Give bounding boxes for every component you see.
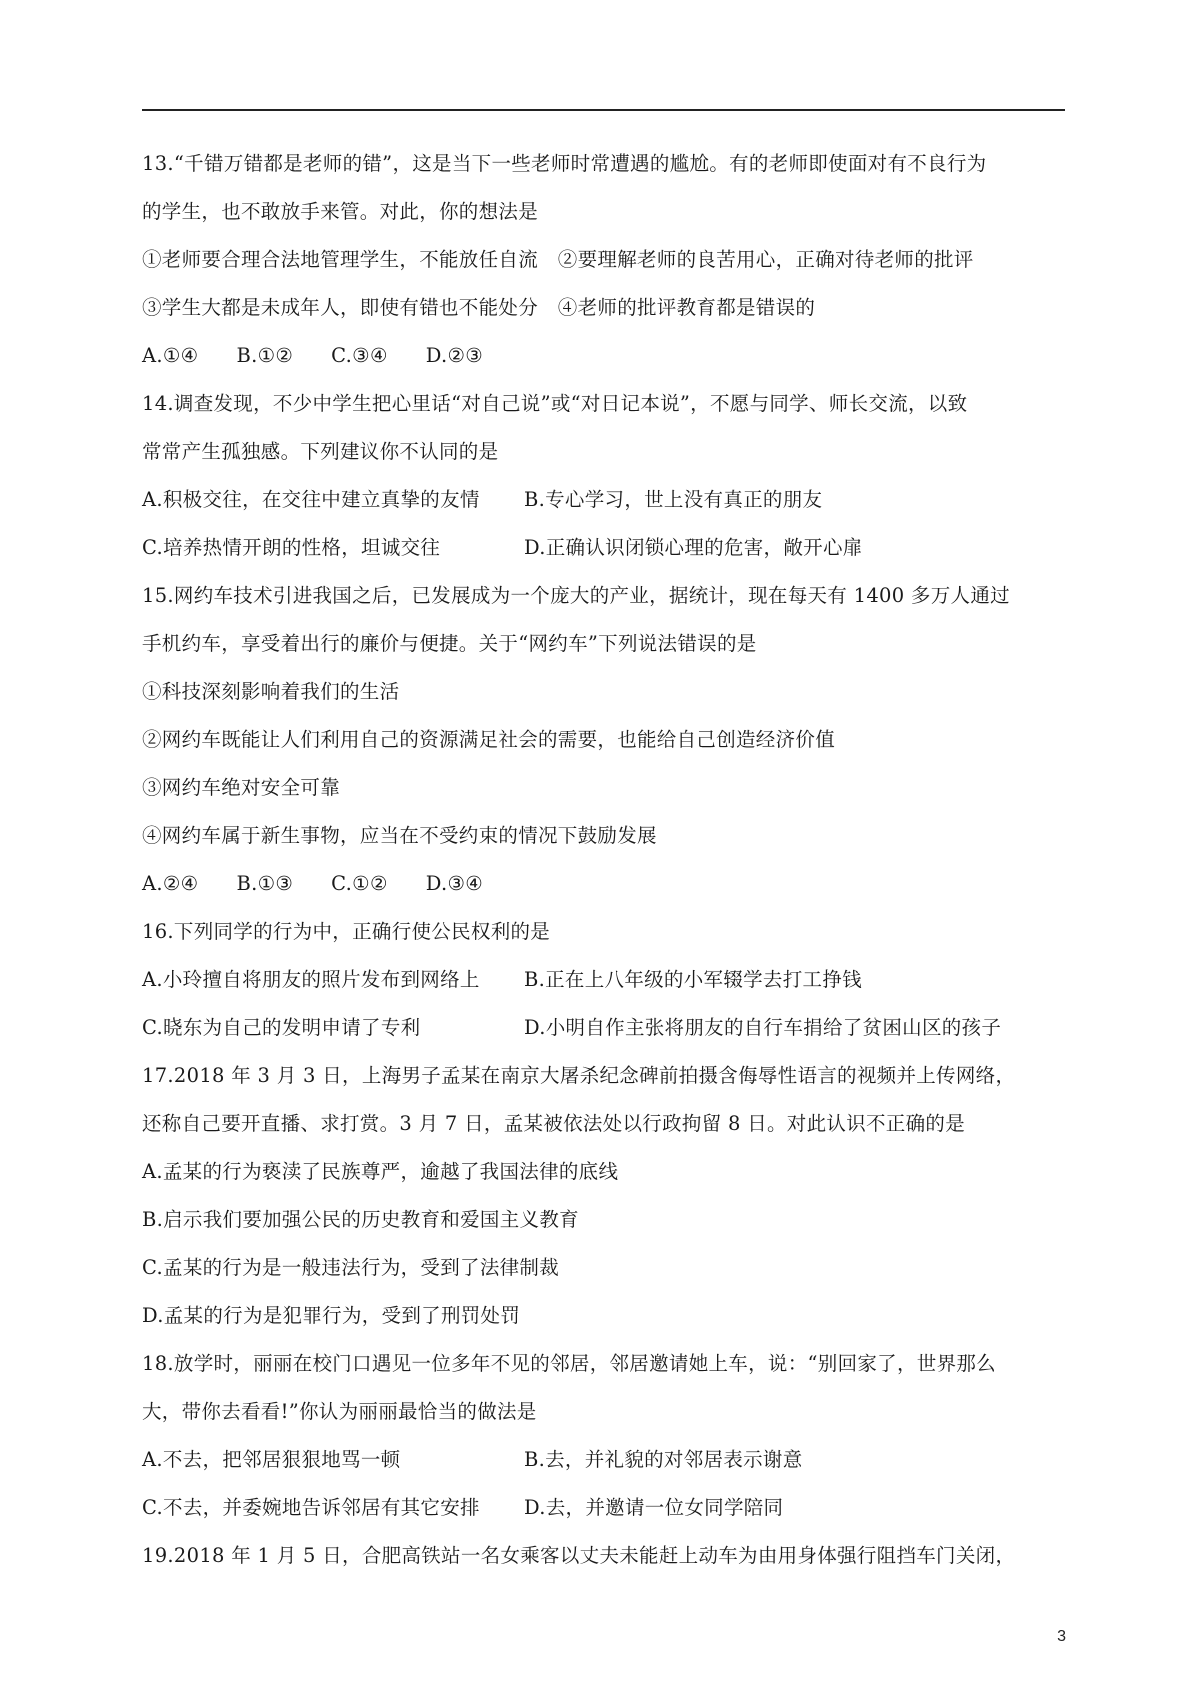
option-c: C.①② — [331, 872, 388, 895]
option-a: A.孟某的行为亵渎了民族尊严，逾越了我国法律的底线 — [142, 1160, 619, 1183]
option-b: B.启示我们要加强公民的历史教育和爱国主义教育 — [142, 1208, 579, 1231]
options-row — [142, 332, 1065, 380]
option-a: A.小玲擅自将朋友的照片发布到网络上 — [142, 968, 480, 991]
question-stem-line: 手机约车，享受着出行的廉价与便捷。关于“网约车”下列说法错误的是 — [142, 632, 757, 655]
option-a: A.不去，把邻居狠狠地骂一顿 — [142, 1448, 401, 1471]
statement-line: ③学生大都是未成年人，即使有错也不能处分 ④老师的批评教育都是错误的 — [142, 296, 816, 319]
option-c: C.③④ — [331, 344, 388, 367]
question-stem-line: 的学生，也不敢放手来管。对此，你的想法是 — [142, 200, 539, 223]
options-row — [142, 1484, 1065, 1532]
document-body — [142, 140, 1065, 1580]
statement-line: ③网约车绝对安全可靠 — [142, 776, 341, 799]
option-b: B.专心学习，世上没有真正的朋友 — [524, 488, 823, 511]
question-stem-line: 17.2018 年 3 月 3 日，上海男子孟某在南京大屠杀纪念碑前拍摄含侮辱性语言的视频并上传网络， — [142, 1064, 1016, 1087]
page-number: 3 — [1057, 1628, 1066, 1645]
option-c: C.晓东为自己的发明申请了专利 — [142, 1016, 421, 1039]
question-stem-line: 大，带你去看看!”你认为丽丽最恰当的做法是 — [142, 1400, 537, 1423]
option-d: D.②③ — [425, 344, 484, 367]
question-17 — [142, 1052, 1065, 1340]
question-stem-line: 常常产生孤独感。下列建议你不认同的是 — [142, 440, 499, 463]
question-stem-line: 还称自己要开直播、求打赏。3 月 7 日，孟某被依法处以行政拘留 8 日。对此认识不正确的是 — [142, 1112, 966, 1135]
options-row — [142, 1436, 1065, 1484]
question-13 — [142, 140, 1065, 380]
question-15 — [142, 572, 1065, 908]
question-stem-line: 13.“千错万错都是老师的错”，这是当下一些老师时常遭遇的尴尬。有的老师即使面对有不良行为 — [142, 152, 987, 175]
option-d: D.小明自作主张将朋友的自行车捐给了贫困山区的孩子 — [524, 1016, 1002, 1039]
option-c: C.培养热情开朗的性格，坦诚交往 — [142, 536, 441, 559]
question-19 — [142, 1532, 1065, 1580]
option-a: A.积极交往，在交往中建立真挚的友情 — [142, 488, 480, 511]
option-b: B.去，并礼貌的对邻居表示谢意 — [524, 1448, 803, 1471]
question-stem-line: 15.网约车技术引进我国之后，已发展成为一个庞大的产业，据统计，现在每天有 1400 多万人通过 — [142, 584, 1010, 607]
statement-line: ①科技深刻影响着我们的生活 — [142, 680, 400, 703]
option-d: D.去，并邀请一位女同学陪同 — [524, 1496, 784, 1519]
option-b: B.正在上八年级的小军辍学去打工挣钱 — [524, 968, 862, 991]
option-b: B.①③ — [236, 872, 294, 895]
question-18 — [142, 1340, 1065, 1532]
question-stem-line: 18.放学时，丽丽在校门口遇见一位多年不见的邻居，邻居邀请她上车，说：“别回家了，世界那么 — [142, 1352, 996, 1375]
question-14 — [142, 380, 1065, 572]
option-c: C.孟某的行为是一般违法行为，受到了法律制裁 — [142, 1256, 560, 1279]
option-a: A.②④ — [142, 872, 199, 895]
options-row — [142, 1004, 1065, 1052]
options-row — [142, 956, 1065, 1004]
option-a: A.①④ — [142, 344, 199, 367]
option-d: D.正确认识闭锁心理的危害，敞开心扉 — [524, 536, 863, 559]
statement-line: ④网约车属于新生事物，应当在不受约束的情况下鼓励发展 — [142, 824, 657, 847]
option-d: D.③④ — [425, 872, 484, 895]
question-stem-line: 14.调查发现，不少中学生把心里话“对自己说”或“对日记本说”，不愿与同学、师长交流，以致 — [142, 392, 968, 415]
option-d: D.孟某的行为是犯罪行为，受到了刑罚处罚 — [142, 1304, 521, 1327]
options-row — [142, 524, 1065, 572]
statement-line: ②网约车既能让人们利用自己的资源满足社会的需要，也能给自己创造经济价值 — [142, 728, 836, 751]
option-b: B.①② — [236, 344, 294, 367]
statement-line: ①老师要合理合法地管理学生，不能放任自流 ②要理解老师的良苦用心，正确对待老师的批评 — [142, 248, 974, 271]
question-stem-line: 19.2018 年 1 月 5 日，合肥高铁站一名女乘客以丈夫未能赶上动车为由用身体强行阻挡车门关闭， — [142, 1544, 1016, 1567]
question-16 — [142, 908, 1065, 1052]
question-stem-line: 16.下列同学的行为中，正确行使公民权利的是 — [142, 920, 551, 943]
option-c: C.不去，并委婉地告诉邻居有其它安排 — [142, 1496, 480, 1519]
options-row — [142, 860, 1065, 908]
header-rule — [142, 109, 1065, 111]
options-row — [142, 476, 1065, 524]
